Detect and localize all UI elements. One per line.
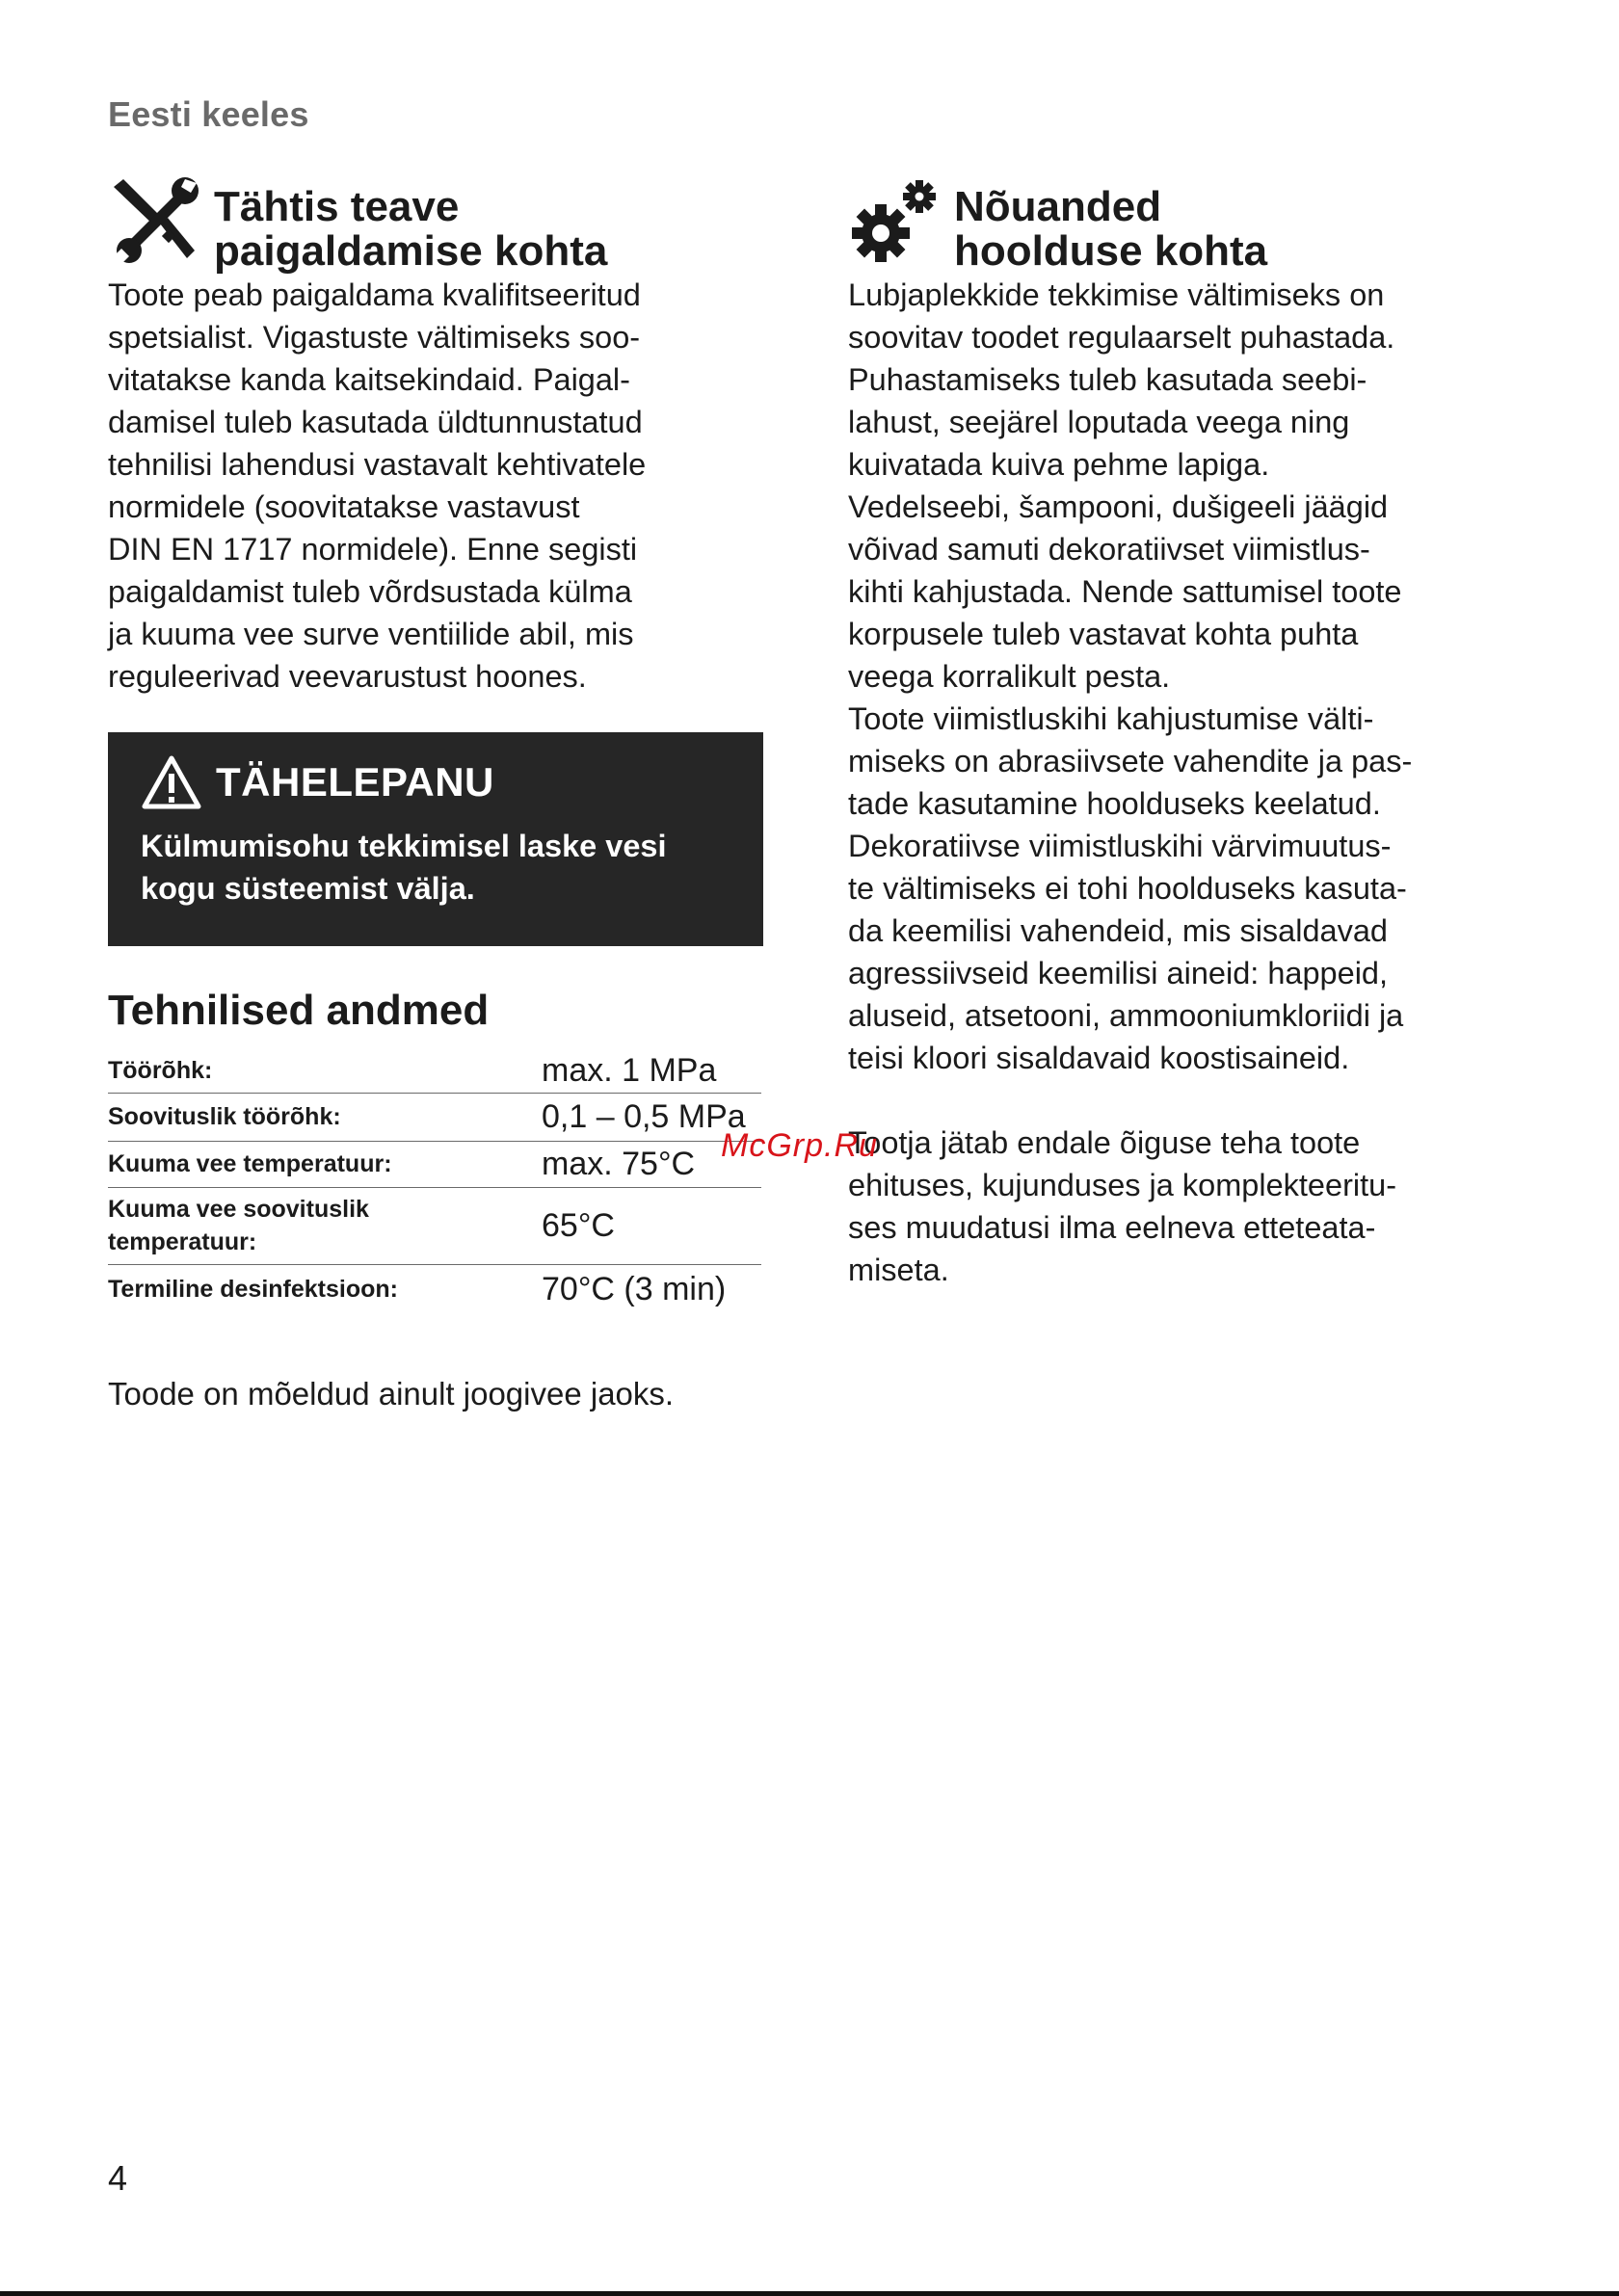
installation-header	[108, 173, 763, 274]
spec-value: 0,1 – 0,5 MPa	[542, 1093, 761, 1141]
spec-value: 70°C (3 min)	[542, 1271, 727, 1308]
table-row	[108, 1264, 761, 1314]
installation-title-line: Tähtis teave	[214, 183, 460, 230]
text-line: Lubjaplekkide tekkimise vältimiseks on	[848, 277, 1385, 312]
spec-value: max. 1 MPa	[542, 1048, 761, 1093]
spec-value: 65°C	[542, 1187, 761, 1264]
installation-title	[214, 185, 607, 274]
text-line: ehituses, kujunduses ja komplekteeritu-	[848, 1168, 1397, 1202]
wrench-screwdriver-icon	[108, 173, 204, 270]
maintenance-header	[848, 173, 1523, 274]
table-row	[108, 1141, 761, 1187]
spec-label: Termiline desinfektsioon:	[108, 1276, 398, 1304]
page-bottom-rule	[0, 2291, 1619, 2296]
text-line: spetsialist. Vigastuste vältimiseks soo-	[108, 320, 641, 355]
text-line: kihti kahjustada. Nende sattumisel toote	[848, 574, 1402, 609]
warning-box	[108, 732, 763, 946]
page-number: 4	[108, 2158, 128, 2198]
text-line: ses muudatusi ilma eelneva etteteata-	[848, 1210, 1376, 1245]
text-line: Toote peab paigaldama kvalifitseeritud	[108, 277, 641, 312]
text-line: tade kasutamine hoolduseks keelatud.	[848, 786, 1381, 821]
spec-label: Soovituslik töörõhk:	[108, 1093, 542, 1141]
text-line: ja kuuma vee surve ventiilide abil, mis	[108, 617, 634, 651]
drinking-water-note: Toode on mõeldud ainult joogivee jaoks.	[108, 1376, 675, 1412]
technical-title: Tehnilised andmed	[108, 987, 490, 1034]
text-line: Vedelseebi, šampooni, dušigeeli jäägid	[848, 489, 1389, 524]
installation-section	[108, 173, 763, 698]
text-line: normidele (soovitatakse vastavust	[108, 489, 580, 524]
text-line: reguleerivad veevarustust hoones.	[108, 659, 587, 694]
text-line: aluseid, atsetooni, ammooniumkloriidi ja	[848, 998, 1404, 1033]
text-line: teisi kloori sisaldavaid koostisaineid.	[848, 1041, 1350, 1075]
warning-triangle-icon	[141, 754, 202, 810]
language-label: Eesti keeles	[108, 94, 309, 134]
text-line: veega korralikult pesta.	[848, 659, 1171, 694]
table-row	[108, 1187, 761, 1264]
text-line: soovitav toodet regulaarselt puhastada.	[848, 320, 1395, 355]
maintenance-title	[954, 185, 1267, 274]
text-line: lahust, seejärel loputada veega ning	[848, 405, 1350, 439]
text-line: paigaldamist tuleb võrdsustada külma	[108, 574, 632, 609]
text-line: tehnilisi lahendusi vastavalt kehtivatele	[108, 447, 647, 482]
table-row	[108, 1093, 761, 1141]
text-line: miseks on abrasiivsete vahendite ja pas-	[848, 744, 1413, 779]
spec-label: Töörõhk:	[108, 1048, 542, 1093]
spec-label: Kuuma vee temperatuur:	[108, 1141, 542, 1187]
text-line: Puhastamiseks tuleb kasutada seebi-	[848, 362, 1367, 397]
text-line: kuivatada kuiva pehme lapiga.	[848, 447, 1270, 482]
installation-title-line: paigaldamise kohta	[214, 227, 608, 275]
text-line: vitatakse kanda kaitsekindaid. Paigal-	[108, 362, 630, 397]
watermark: McGrp.Ru	[721, 1127, 878, 1164]
spec-label: Kuuma vee soovituslik temperatuur:	[108, 1187, 542, 1264]
warning-title: TÄHELEPANU	[216, 759, 494, 805]
text-line: võivad samuti dekoratiivset viimistlus-	[848, 532, 1370, 567]
maintenance-title-line: hoolduse kohta	[954, 227, 1268, 275]
text-line: DIN EN 1717 normidele). Enne segisti	[108, 532, 638, 567]
text-line: Dekoratiivse viimistluskihi värvimuutus-	[848, 829, 1392, 863]
technical-table	[108, 1048, 761, 1314]
warning-text	[141, 825, 763, 910]
warning-header	[141, 752, 763, 813]
maintenance-text	[848, 274, 1523, 1079]
text-line: miseta.	[848, 1253, 949, 1287]
maintenance-section	[848, 173, 1523, 1291]
text-line: te vältimiseks ei tohi hoolduseks kasuta-	[848, 871, 1407, 906]
text-line: Tootja jätab endale õiguse teha toote	[848, 1125, 1361, 1160]
table-row	[108, 1048, 761, 1093]
text-line: da keemilisi vahendeid, mis sisaldavad	[848, 913, 1389, 948]
manufacturer-note	[848, 1122, 1523, 1291]
gears-icon	[848, 173, 944, 270]
text-line: damisel tuleb kasutada üldtunnustatud	[108, 405, 643, 439]
maintenance-title-line: Nõuanded	[954, 183, 1162, 230]
text-line: Külmumisohu tekkimisel laske vesi	[141, 829, 667, 863]
spec-value: max. 75°C	[542, 1141, 761, 1187]
text-line: kogu süsteemist välja.	[141, 871, 475, 906]
text-line: agressiivseid keemilisi aineid: happeid,	[848, 956, 1389, 990]
text-line: korpusele tuleb vastavat kohta puhta	[848, 617, 1359, 651]
installation-text	[108, 274, 763, 698]
text-line: Toote viimistluskihi kahjustumise välti-	[848, 701, 1374, 736]
